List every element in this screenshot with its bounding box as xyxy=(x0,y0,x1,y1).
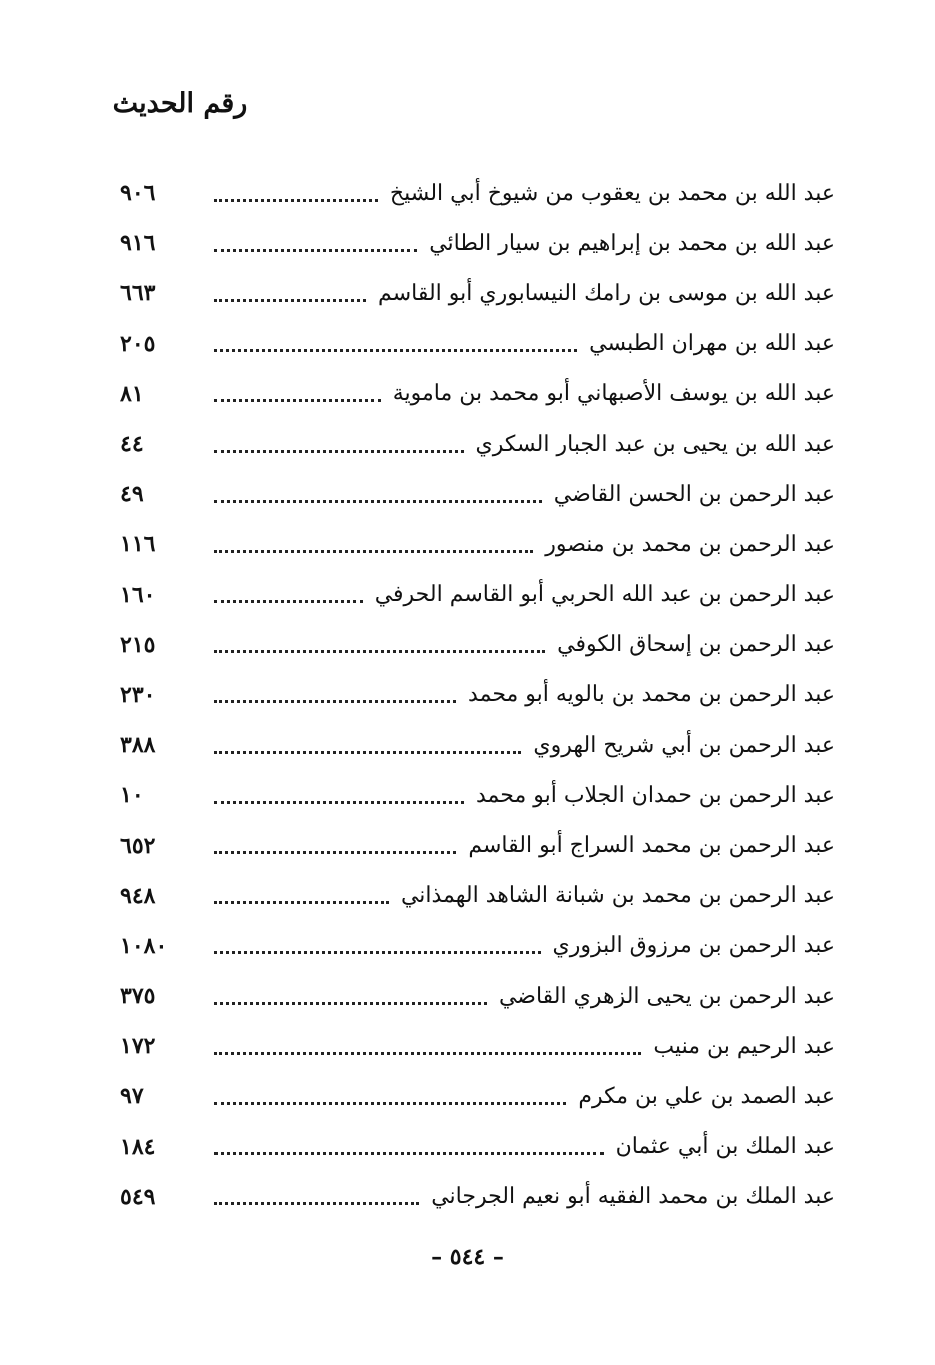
page-number: – ٥٤٤ – xyxy=(431,1244,504,1270)
hadith-number: ٢١٥ xyxy=(120,631,156,658)
dot-leader xyxy=(214,377,381,402)
dot-leader xyxy=(214,729,521,754)
dot-leader xyxy=(214,980,487,1005)
index-entry xyxy=(120,1071,835,1121)
narrator-name: عبد الله بن محمد بن يعقوب من شيوخ أبي الشيخ xyxy=(389,180,835,206)
narrator-name: عبد الله بن مهران الطبسي xyxy=(589,331,835,357)
index-entry xyxy=(120,369,835,419)
index-entry-list xyxy=(120,168,835,1222)
index-entry xyxy=(120,168,835,218)
dot-leader xyxy=(214,177,378,202)
dot-leader xyxy=(214,628,545,653)
narrator-name: عبد الرحمن بن محمد بن شبانة الشاهد الهمذاني xyxy=(400,883,835,909)
index-entry xyxy=(120,1122,835,1172)
index-entry xyxy=(120,720,835,770)
narrator-name: عبد الملك بن أبي عثمان xyxy=(615,1134,835,1160)
narrator-name: عبد الرحمن بن عبد الله الحربي أبو القاسم الحرفي xyxy=(374,582,835,608)
hadith-number: ٣٧٥ xyxy=(120,983,156,1010)
index-entry xyxy=(120,268,835,318)
dot-leader xyxy=(214,678,456,703)
hadith-number: ٤٩ xyxy=(120,481,144,508)
index-entry xyxy=(120,1172,835,1222)
dot-leader xyxy=(214,1030,641,1055)
hadith-number: ١٠٨٠ xyxy=(120,932,168,959)
hadith-number: ٩٧ xyxy=(120,1083,144,1110)
column-header-hadith-number: رقم الحديث xyxy=(112,88,248,119)
narrator-name: عبد الرحمن بن محمد بن منصور xyxy=(545,531,835,557)
index-entry xyxy=(120,921,835,971)
narrator-name: عبد الرحمن بن مرزوق البزوري xyxy=(552,933,835,959)
hadith-number: ٥٤٩ xyxy=(120,1183,156,1210)
index-entry xyxy=(120,1021,835,1071)
index-entry xyxy=(120,519,835,569)
hadith-number: ٨١ xyxy=(120,380,144,407)
index-entry xyxy=(120,971,835,1021)
dot-leader xyxy=(214,227,417,252)
narrator-name: عبد الله بن يوسف الأصبهاني أبو محمد بن ماموية xyxy=(392,381,835,407)
narrator-name: عبد الرحمن بن أبي شريح الهروي xyxy=(533,732,835,758)
narrator-name: عبد الرحمن بن الحسن القاضي xyxy=(553,481,835,507)
hadith-number: ٦٦٣ xyxy=(120,280,156,307)
narrator-name: عبد الله بن موسى بن رامك النيسابوري أبو القاسم xyxy=(378,280,835,306)
narrator-name: عبد الله بن يحيى بن عبد الجبار السكري xyxy=(475,431,835,457)
hadith-number: ٢٠٥ xyxy=(120,330,156,357)
dot-leader xyxy=(214,327,577,352)
dot-leader xyxy=(214,829,456,854)
hadith-number: ٣٨٨ xyxy=(120,732,156,759)
hadith-number: ١٦٠ xyxy=(120,581,156,608)
narrator-name: عبد الرحمن بن إسحاق الكوفي xyxy=(557,632,835,658)
index-entry xyxy=(120,419,835,469)
narrator-name: عبد الرحمن بن يحيى الزهري القاضي xyxy=(498,983,835,1009)
index-entry xyxy=(120,469,835,519)
index-entry xyxy=(120,218,835,268)
dot-leader xyxy=(214,779,464,804)
dot-leader xyxy=(214,428,464,453)
dot-leader xyxy=(214,1130,604,1155)
dot-leader xyxy=(214,1080,566,1105)
hadith-number: ١٠ xyxy=(120,782,144,809)
hadith-number: ١٧٢ xyxy=(120,1033,156,1060)
hadith-number: ٩١٦ xyxy=(120,230,156,257)
hadith-number: ٩٤٨ xyxy=(120,882,156,909)
dot-leader xyxy=(214,929,541,954)
narrator-name: عبد الرحيم بن منيب xyxy=(653,1033,835,1059)
narrator-name: عبد الرحمن بن حمدان الجلاب أبو محمد xyxy=(475,782,835,808)
narrator-name: عبد الرحمن بن محمد السراج أبو القاسم xyxy=(468,833,835,859)
hadith-number: ٩٠٦ xyxy=(120,180,156,207)
hadith-number: ٦٥٢ xyxy=(120,832,156,859)
index-entry xyxy=(120,820,835,870)
hadith-number: ١٨٤ xyxy=(120,1133,156,1160)
dot-leader xyxy=(214,879,389,904)
narrator-name: عبد الرحمن بن محمد بن بالويه أبو محمد xyxy=(468,682,835,708)
hadith-number: ٤٤ xyxy=(120,431,144,458)
hadith-number: ٢٣٠ xyxy=(120,681,156,708)
narrator-name: عبد الله بن محمد بن إبراهيم بن سيار الطائي xyxy=(429,230,835,256)
dot-leader xyxy=(214,277,366,302)
dot-leader xyxy=(214,1180,419,1205)
index-entry xyxy=(120,620,835,670)
index-entry xyxy=(120,871,835,921)
narrator-name: عبد الصمد بن علي بن مكرم xyxy=(578,1083,835,1109)
narrator-name: عبد الملك بن محمد الفقيه أبو نعيم الجرجاني xyxy=(431,1184,835,1210)
index-entry xyxy=(120,570,835,620)
hadith-number: ١١٦ xyxy=(120,531,156,558)
dot-leader xyxy=(214,578,363,603)
index-entry xyxy=(120,670,835,720)
index-entry xyxy=(120,770,835,820)
dot-leader xyxy=(214,528,533,553)
index-entry xyxy=(120,319,835,369)
dot-leader xyxy=(214,478,542,503)
